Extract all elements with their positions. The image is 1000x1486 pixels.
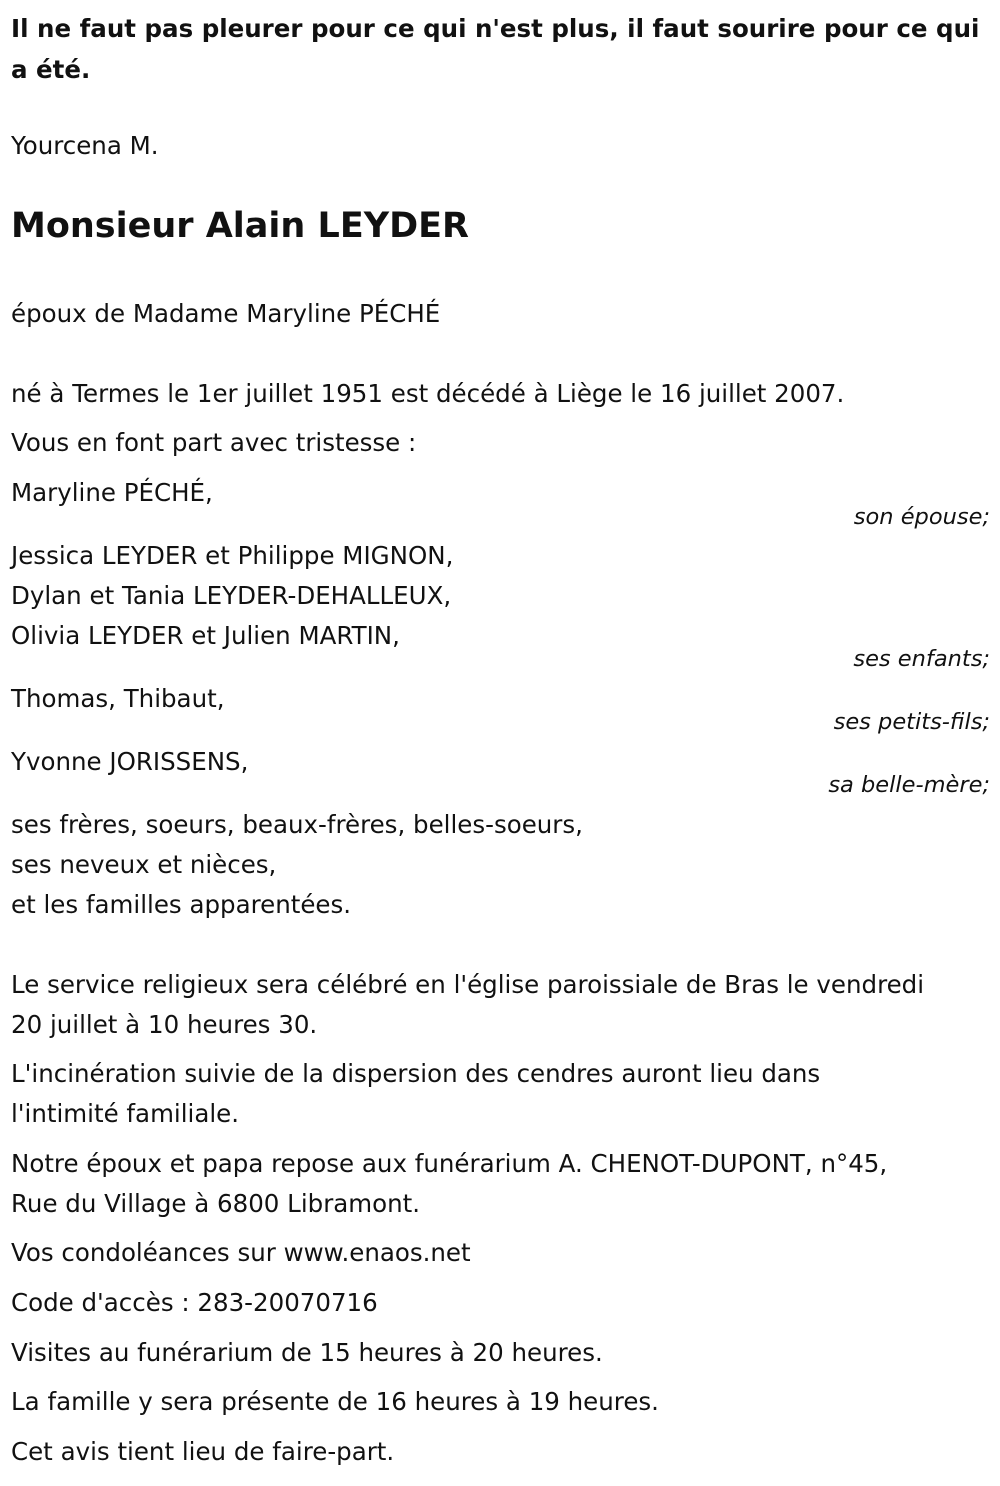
visits-line: Visites au funérarium de 15 heures à 20 heures. xyxy=(11,1338,603,1367)
announcement-intro: Vous en font part avec tristesse : xyxy=(11,428,417,457)
family-children-relation: ses enfants; xyxy=(853,646,990,672)
family-mother-in-law-relation: sa belle-mère; xyxy=(828,772,990,798)
repose-line-2: Rue du Village à 6800 Libramont. xyxy=(11,1189,421,1218)
notice-line: Cet avis tient lieu de faire-part. xyxy=(11,1437,395,1466)
family-mother-in-law-name: Yvonne JORISSENS, xyxy=(11,747,249,776)
family-spouse-name: Maryline PÉCHÉ, xyxy=(11,478,213,507)
service-line-2: 20 juillet à 10 heures 30. xyxy=(11,1010,318,1039)
service-line-1: Le service religieux sera célébré en l'église paroissiale de Bras le vendredi xyxy=(11,970,925,999)
family-child-3: Olivia LEYDER et Julien MARTIN, xyxy=(11,621,400,650)
family-grandchildren-relation: ses petits-fils; xyxy=(833,709,990,735)
family-others-line-2: ses neveux et nièces, xyxy=(11,850,277,879)
family-child-2: Dylan et Tania LEYDER-DEHALLEUX, xyxy=(11,581,452,610)
deceased-name: Monsieur Alain LEYDER xyxy=(11,206,469,246)
repose-line-1: Notre époux et papa repose aux funérarium A. CHENOT-DUPONT, n°45, xyxy=(11,1149,888,1178)
epigraph-quote-line-2: a été. xyxy=(11,55,91,84)
family-spouse-relation: son épouse; xyxy=(853,504,990,530)
family-grandchildren-names: Thomas, Thibaut, xyxy=(11,684,225,713)
cremation-line-2: l'intimité familiale. xyxy=(11,1099,240,1128)
epigraph-quote-line-1: Il ne faut pas pleurer pour ce qui n'est plus, il faut sourire pour ce qui xyxy=(11,14,980,43)
condolences-line: Vos condoléances sur www.enaos.net xyxy=(11,1238,471,1267)
birth-death-line: né à Termes le 1er juillet 1951 est décédé à Liège le 16 juillet 2007. xyxy=(11,379,845,408)
family-child-1: Jessica LEYDER et Philippe MIGNON, xyxy=(11,541,454,570)
family-others-line-1: ses frères, soeurs, beaux-frères, belles-soeurs, xyxy=(11,810,583,839)
epigraph-quote xyxy=(11,8,991,90)
family-presence-line: La famille y sera présente de 16 heures à 19 heures. xyxy=(11,1387,659,1416)
access-code-line: Code d'accès : 283-20070716 xyxy=(11,1288,378,1317)
family-others-line-3: et les familles apparentées. xyxy=(11,890,352,919)
spouse-line: époux de Madame Maryline PÉCHÉ xyxy=(11,299,441,328)
cremation-line-1: L'incinération suivie de la dispersion des cendres auront lieu dans xyxy=(11,1059,821,1088)
quote-author: Yourcena M. xyxy=(11,131,159,160)
